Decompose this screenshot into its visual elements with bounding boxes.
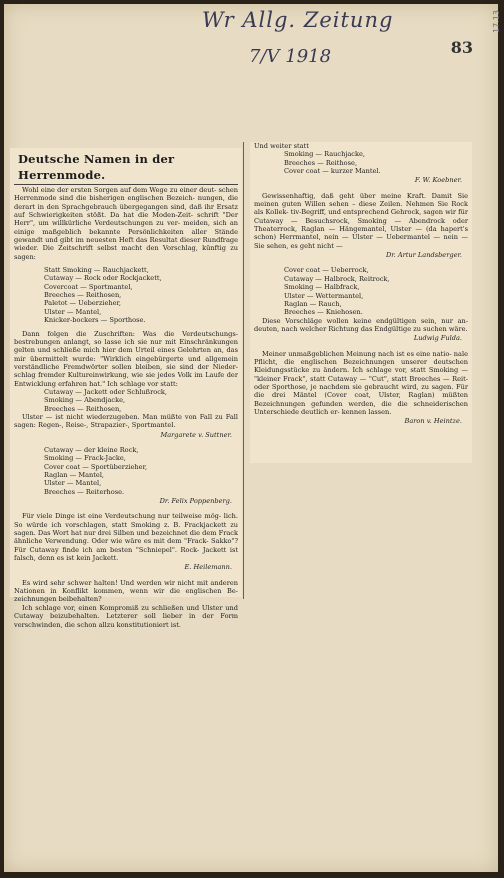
paragraph: Diese Vorschläge wollen keine endgültigen sein, nur an- deuten, nach welcher Richtung das Endgültige zu suchen wäre. xyxy=(254,316,468,333)
paragraph: Ich schlage vor, einen Kompromiß zu schließen und Ulster und Cutaway beizubehalten. Letzterer soll lieber in der Form verschwinden, die schon allzu konstitutioniert ist. xyxy=(14,603,238,629)
left-clipping-body xyxy=(14,186,238,629)
term-list-item: Statt Smoking — Rauchjackett, xyxy=(44,266,149,275)
paragraph: Es wird sehr schwer halten! Und werden wir nicht mit anderen Nationen in Konflikt kommen, wenn wir die englischen Be- zeichnungen beibehalten? xyxy=(14,578,238,604)
term-list-item: Ulster — Mantel, xyxy=(44,307,102,316)
term-list-item: Breeches — Reiterhose. xyxy=(44,487,125,496)
signature: F. W. Koebner. xyxy=(414,176,462,185)
term-list-item: Smoking — Rauchjacke, xyxy=(284,150,365,159)
article-title: Deutsche Namen in der Herrenmode. xyxy=(18,152,175,182)
term-list-item: Cutaway — Jackett oder Schlußrock, xyxy=(44,387,167,396)
signature: E. Heilemann. xyxy=(184,563,232,572)
term-list-item: Breeches — Reithosen, xyxy=(44,291,122,300)
paragraph: Für viele Dinge ist eine Verdeutschung nur teilweise mög- lich. So würde ich vorschlagen, statt Smoking z. B. Frackjackett zu sagen. Das Wort hat nur drei Silben und bezeichnet die dem Frack ähnliche Verwendung. Oder wie wäre es mit dem "Frack- Sakko"? Für Cutaway finde ich am besten "Schniepel". Rock- Jackett ist falsch, denn es ist kein Jackett. xyxy=(14,512,238,563)
signature: Margarete v. Suttner. xyxy=(160,430,232,439)
term-list-item: Raglan — Mantel, xyxy=(44,471,105,479)
handwritten-date-note: 7/V 1918 xyxy=(249,46,332,67)
term-list-item: Cutaway — Rock oder Rockjackett, xyxy=(44,274,162,283)
term-list-item: Cover coat — Ueberrock, xyxy=(284,266,369,275)
title-rule xyxy=(14,184,238,185)
term-list-item: Covercoat — Sportmantel, xyxy=(44,282,133,291)
left-clipping-text xyxy=(14,148,238,629)
term-list-item: Ulster — Mantel, xyxy=(44,479,102,488)
signature: Dr. Artur Landsberger. xyxy=(385,251,462,260)
signature: Ludwig Fulda. xyxy=(413,334,462,343)
paragraph: Dann folgen die Zuschriften: Was die Verdeutschungs- bestrebungen anlangt, so lasse ich sie nur mit Einschränkungen gelten und schließe mich hier dem Urteil eines Gelehrten an, das mir übermittelt wurde: "Wirklich eingebürgerte und allgemein verständliche Fremdwörter sollen bleiben, sie sind der Nieder- schlag fremder Kultureinwirkung, wie sie jedes Volk im Laufe der Entwicklung erfahren hat." Ich schlage vor statt: xyxy=(14,329,238,388)
term-list-item: Cover coat — kurzer Mantel. xyxy=(284,167,381,176)
paragraph: Wohl eine der ersten Sorgen auf dem Wege zu einer deut- schen Herrenmode sind die bisherigen englischen Bezeich- nungen, die derart in den Sprachgebrauch übergegangen sind, daß ihr Ersatz auf Schwierigkeiten stößt. Da hat die Moden-Zeit- schrift "Der Herr", um willkürliche Verdeutschungen zu ver- meiden, sich an einige maßgeblich bekannte Persönlichkeiten aller Stände gewandt und gibt im neuesten Heft das Resultat dieser Rundfrage wieder. Die Zeitschrift selbst macht den Vorschlag, künftig zu sagen: xyxy=(14,186,238,261)
signature: Baron v. Heintze. xyxy=(404,417,462,426)
right-clipping-text xyxy=(254,142,468,428)
term-list-item: Cover coat — Sportüberzieher, xyxy=(44,462,148,471)
term-list-item: Cutaway — der kleine Rock, xyxy=(44,445,139,454)
right-clipping xyxy=(250,142,472,463)
term-list-item: Paletot — Ueberzieher, xyxy=(44,299,122,308)
term-list-item: Breeches — Kniehosen. xyxy=(284,308,363,317)
term-list-item: Smoking — Frack-Jacke, xyxy=(44,454,126,463)
paragraph: Gewissenhaftig, daß geht über meine Kraft. Damit Sie meinen guten Willen sehen – diese Zeilen. Nehmen Sie Rock als Kollek- tiv-Begriff, und entsprechend Gehrock, sagen wir für Cutaway — Besuchsrock, Smoking — Abendrock oder Theaterrock, Raglan — Hängemantel, Ulster — (da hapert's schon) Herrmantel, nein — Ulster — Uebermantel — nein — Sie sehen, es geht nicht — xyxy=(254,191,468,250)
paragraph: Ulster — ist nicht wiederzugeben. Man müßte von Fall zu Fall sagen: Regen-, Reise-, Strapazier-, Sportmantel. xyxy=(14,412,238,430)
paragraph: Meiner unmaßgeblichen Meinung nach ist es eine natio- nale Pflicht, die englischen Bezeichnungen unserer deutschen Kleidungsstücke zu ändern. Ich schlage vor, statt Smoking — "kleiner Frack", statt Cutaway — "Cut", statt Breeches — Reit- oder Sporthose, je nachdem sie gebraucht wird, zu sagen. Für die drei Mäntel (Cover coat, Ulster, Raglan) müßten Bezeichnungen gefunden werden, die die schneiderischen Unterschiede deutlich er- kennen lassen. xyxy=(254,349,468,416)
signature: Dr. Felix Poppenberg. xyxy=(159,497,232,506)
term-list-item: Ulster — Wettermantel, xyxy=(284,291,364,300)
term-list-item: Breeches — Reithose, xyxy=(284,158,358,167)
handwritten-source-note: Wr Allg. Zeitung xyxy=(202,8,394,32)
term-list xyxy=(284,266,468,316)
left-clipping xyxy=(10,148,242,629)
term-list xyxy=(284,150,468,175)
right-clipping-body xyxy=(254,142,468,426)
page-number: 83 xyxy=(450,38,473,57)
term-list-item: Breeches — Reithosen, xyxy=(44,404,122,413)
term-list-item: Cutaway — Halbrock, Reitrock, xyxy=(284,274,390,283)
paragraph: Und weiter statt xyxy=(254,142,309,150)
term-list-item: Knicker-bockers — Sporthose. xyxy=(44,316,146,325)
corner-archive-note: 17.13 xyxy=(492,10,501,33)
term-list-item: Smoking — Halbfrack, xyxy=(284,283,360,292)
term-list xyxy=(44,266,238,324)
term-list-item: Smoking — Abendjacke, xyxy=(44,396,126,405)
term-list xyxy=(44,446,238,496)
term-list xyxy=(44,388,238,413)
term-list-item: Raglan — Rauch, xyxy=(284,299,342,308)
column-divider xyxy=(243,142,244,599)
